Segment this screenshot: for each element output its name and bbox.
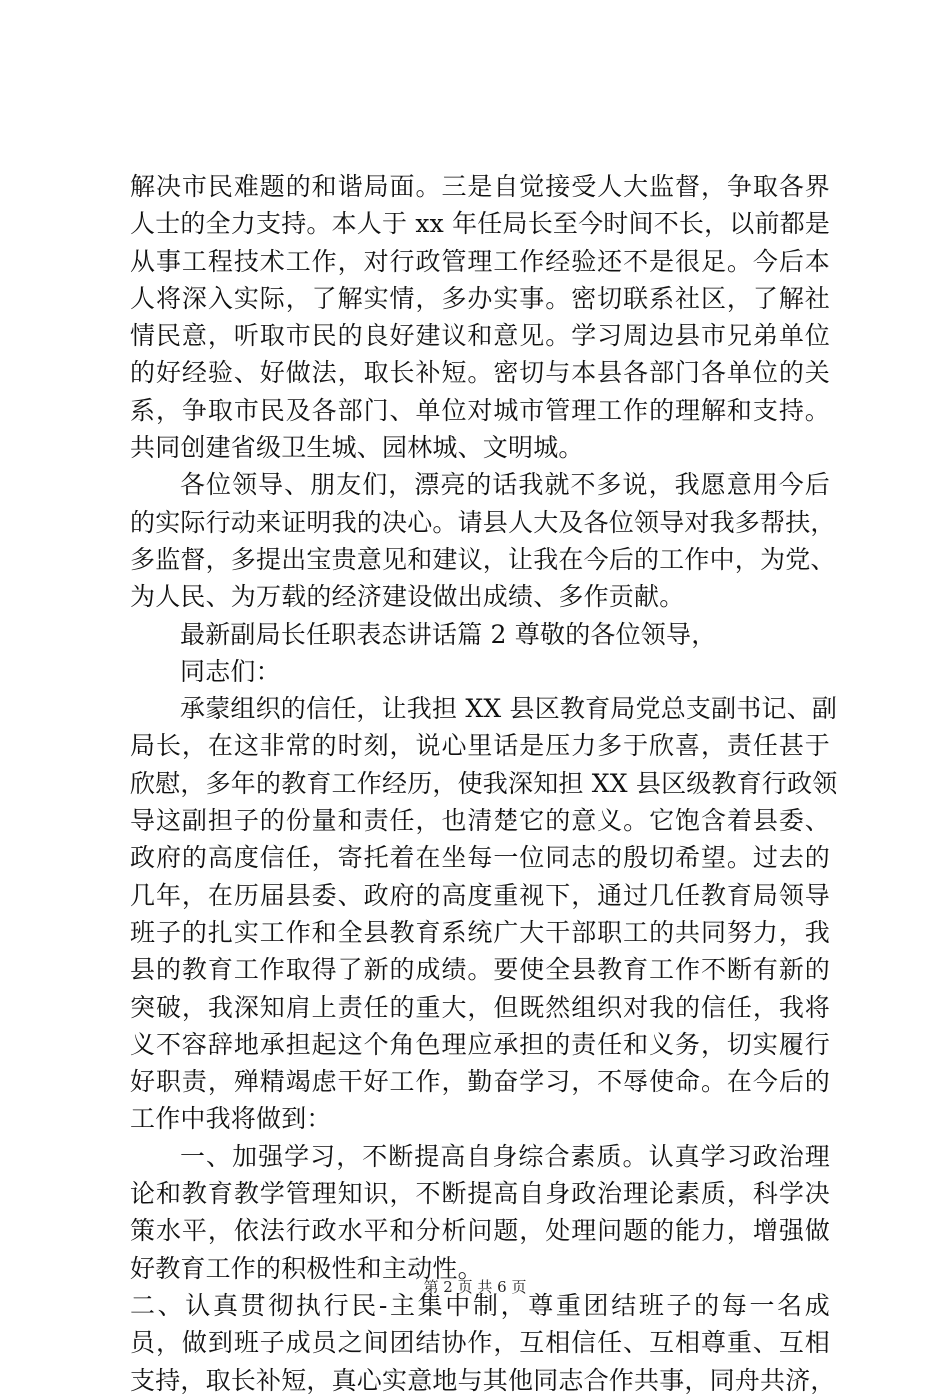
text-line: 工作中我将做到： [130, 1104, 332, 1134]
text-line: 员，做到班子成员之间团结协作，互相信任、互相尊重、互相 [130, 1328, 830, 1358]
text-line: 县的教育工作取得了新的成绩。要使全县教育工作不断有新的 [130, 955, 830, 985]
text-line: 为人民、为万载的经济建设做出成绩、多作贡献。 [130, 582, 685, 612]
text-line: 多监督，多提出宝贵意见和建议，让我在今后的工作中，为党、 [130, 544, 836, 574]
text-line: 从事工程技术工作，对行政管理工作经验还不是很足。今后本 [130, 246, 830, 276]
paragraph-start-line: 承蒙组织的信任，让我担 XX 县区教育局党总支副书记、副 [180, 694, 838, 724]
text-line: 人将深入实际，了解实情，多办实事。密切联系社区，了解社 [130, 283, 830, 313]
text-line: 突破，我深知肩上责任的重大，但既然组织对我的信任，我将 [130, 992, 830, 1022]
text-line: 义不容辞地承担起这个角色理应承担的责任和义务，切实履行 [130, 1029, 830, 1059]
text-line: 几年，在历届县委、政府的高度重视下，通过几任教育局领导 [130, 880, 830, 910]
body-text [130, 168, 838, 1399]
text-line: 策水平，依法行政水平和分析问题，处理问题的能力，增强做 [130, 1216, 830, 1246]
text-line: 支持，取长补短，真心实意地与其他同志合作共事，同舟共济， [130, 1365, 836, 1395]
text-line: 的好经验、好做法，取长补短。密切与本县各部门各单位的关 [130, 358, 830, 388]
page-number-footer: 第 2 页 共 6 页 [423, 1278, 527, 1296]
text-line: 的实际行动来证明我的决心。请县人大及各位领导对我多帮扶， [130, 507, 836, 537]
text-line: 解决市民难题的和谐局面。三是自觉接受人大监督，争取各界 [130, 172, 830, 201]
text-line: 情民意，听取市民的良好建议和意见。学习周边县市兄弟单位 [130, 321, 830, 351]
text-line: 好教育工作的积极性和主动性。 [130, 1253, 483, 1283]
text-line: 好职责，殚精竭虑干好工作，勤奋学习，不辱使命。在今后的 [130, 1067, 830, 1097]
text-line: 欣慰，多年的教育工作经历，使我深知担 XX 县区级教育行政领 [130, 768, 838, 798]
section-heading-line: 最新副局长任职表态讲话篇 2 尊敬的各位领导， [180, 619, 717, 649]
text-line: 共同创建省级卫生城、园林城、文明城。 [130, 433, 584, 463]
text-line: 局长，在这非常的时刻，说心里话是压力多于欣喜，责任甚于 [130, 731, 830, 761]
paragraph-start-line: 各位领导、朋友们，漂亮的话我就不多说，我愿意用今后 [180, 470, 830, 500]
text-line: 系，争取市民及各部门、单位对城市管理工作的理解和支持。 [130, 395, 830, 425]
text-line: 导这副担子的份量和责任，也清楚它的意义。它饱含着县委、 [130, 806, 830, 836]
paragraph-start-line: 一、加强学习，不断提高自身综合素质。认真学习政治理 [180, 1141, 830, 1171]
text-line: 班子的扎实工作和全县教育系统广大干部职工的共同努力，我 [130, 917, 830, 947]
text-line: 政府的高度信任，寄托着在坐每一位同志的殷切希望。过去的 [130, 843, 830, 873]
paragraph-start-line: 二、认真贯彻执行民-主集中制，尊重团结班子的每一名成 [130, 1290, 830, 1320]
text-line: 论和教育教学管理知识，不断提高自身政治理论素质，科学决 [130, 1179, 830, 1209]
text-line: 人士的全力支持。本人于 xx 年任局长至今时间不长，以前都是 [130, 209, 831, 239]
salutation-line: 同志们： [180, 656, 281, 686]
